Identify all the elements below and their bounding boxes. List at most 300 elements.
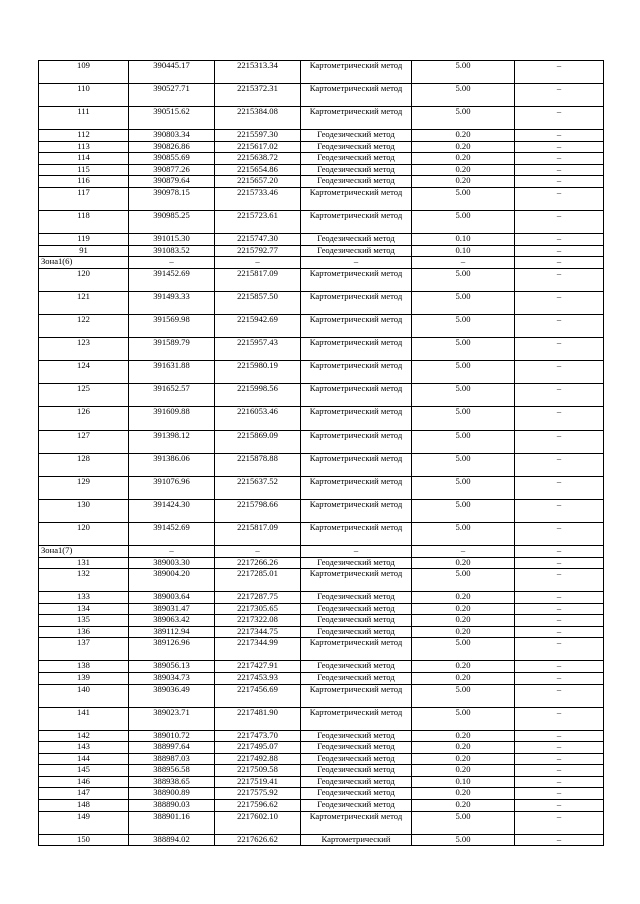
description-cell: – [515, 430, 604, 453]
precision-cell: 0.20 [412, 800, 515, 812]
table-row [39, 800, 604, 812]
x-coordinate-cell: 390445.17 [129, 61, 215, 84]
x-coordinate-cell: 391015.30 [129, 234, 215, 246]
point-number-cell: 123 [39, 338, 129, 361]
description-cell: – [515, 476, 604, 499]
y-coordinate-cell: 2215980.19 [215, 361, 301, 384]
method-cell: Картометрический метод [301, 338, 412, 361]
x-coordinate-cell: 391569.98 [129, 315, 215, 338]
x-coordinate-cell: 390978.15 [129, 188, 215, 211]
description-cell: – [515, 742, 604, 754]
method-cell: Картометрический метод [301, 407, 412, 430]
table-row [39, 268, 604, 291]
precision-cell: 0.20 [412, 730, 515, 742]
method-cell: Картометрический [301, 834, 412, 846]
y-coordinate-cell: 2217285.01 [215, 569, 301, 592]
method-cell: Геодезический метод [301, 557, 412, 569]
point-number-cell: 118 [39, 211, 129, 234]
description-cell: – [515, 257, 604, 269]
point-number-cell: 132 [39, 569, 129, 592]
point-number-cell: 136 [39, 626, 129, 638]
description-cell: – [515, 557, 604, 569]
method-cell: Геодезический метод [301, 626, 412, 638]
description-cell: – [515, 684, 604, 707]
y-coordinate-cell: – [215, 545, 301, 557]
y-coordinate-cell: 2217305.65 [215, 603, 301, 615]
y-coordinate-cell: 2215857.50 [215, 291, 301, 314]
method-cell: – [301, 545, 412, 557]
x-coordinate-cell: 388956.58 [129, 765, 215, 777]
x-coordinate-cell: 390855.69 [129, 153, 215, 165]
description-cell: – [515, 176, 604, 188]
x-coordinate-cell: 391386.06 [129, 453, 215, 476]
table-row [39, 130, 604, 142]
point-number-cell: 116 [39, 176, 129, 188]
table-row [39, 384, 604, 407]
point-number-cell: Зона1(6) [39, 257, 129, 269]
zone-row [39, 545, 604, 557]
point-number-cell: 143 [39, 742, 129, 754]
point-number-cell: 120 [39, 268, 129, 291]
method-cell: Картометрический метод [301, 384, 412, 407]
precision-cell: 5.00 [412, 638, 515, 661]
precision-cell: 0.20 [412, 603, 515, 615]
table-row [39, 776, 604, 788]
method-cell: Геодезический метод [301, 176, 412, 188]
table-row [39, 315, 604, 338]
point-number-cell: 125 [39, 384, 129, 407]
table-row [39, 765, 604, 777]
point-number-cell: 126 [39, 407, 129, 430]
precision-cell: – [412, 257, 515, 269]
y-coordinate-cell: 2217481.90 [215, 707, 301, 730]
table-row [39, 188, 604, 211]
precision-cell: 0.20 [412, 672, 515, 684]
y-coordinate-cell: 2217519.41 [215, 776, 301, 788]
method-cell: Картометрический метод [301, 811, 412, 834]
table-row [39, 626, 604, 638]
description-cell: – [515, 188, 604, 211]
y-coordinate-cell: 2215654.86 [215, 164, 301, 176]
method-cell: Картометрический метод [301, 211, 412, 234]
table-row [39, 638, 604, 661]
table-row [39, 164, 604, 176]
description-cell: – [515, 672, 604, 684]
method-cell: Геодезический метод [301, 130, 412, 142]
method-cell: Геодезический метод [301, 234, 412, 246]
x-coordinate-cell: – [129, 257, 215, 269]
y-coordinate-cell: 2217287.75 [215, 592, 301, 604]
point-number-cell: Зона1(7) [39, 545, 129, 557]
precision-cell: 5.00 [412, 569, 515, 592]
table-row [39, 453, 604, 476]
description-cell: – [515, 753, 604, 765]
description-cell: – [515, 141, 604, 153]
x-coordinate-cell: 391424.30 [129, 499, 215, 522]
precision-cell: 0.20 [412, 153, 515, 165]
y-coordinate-cell: 2217626.62 [215, 834, 301, 846]
description-cell: – [515, 84, 604, 107]
description-cell: – [515, 384, 604, 407]
method-cell: Геодезический метод [301, 672, 412, 684]
precision-cell: 5.00 [412, 407, 515, 430]
method-cell: Картометрический метод [301, 707, 412, 730]
method-cell: Геодезический метод [301, 742, 412, 754]
point-number-cell: 110 [39, 84, 129, 107]
x-coordinate-cell: 390877.26 [129, 164, 215, 176]
table-row [39, 476, 604, 499]
point-number-cell: 122 [39, 315, 129, 338]
precision-cell: 5.00 [412, 188, 515, 211]
precision-cell: 0.20 [412, 141, 515, 153]
description-cell: – [515, 234, 604, 246]
table-row [39, 499, 604, 522]
point-number-cell: 148 [39, 800, 129, 812]
description-cell: – [515, 776, 604, 788]
precision-cell: 0.20 [412, 765, 515, 777]
x-coordinate-cell: 391631.88 [129, 361, 215, 384]
x-coordinate-cell: 391083.52 [129, 245, 215, 257]
x-coordinate-cell: 391452.69 [129, 268, 215, 291]
description-cell: – [515, 245, 604, 257]
table-row [39, 730, 604, 742]
x-coordinate-cell: 391609.88 [129, 407, 215, 430]
point-number-cell: 149 [39, 811, 129, 834]
point-number-cell: 145 [39, 765, 129, 777]
description-cell: – [515, 569, 604, 592]
x-coordinate-cell: 388938.65 [129, 776, 215, 788]
point-number-cell: 128 [39, 453, 129, 476]
y-coordinate-cell: 2215384.08 [215, 107, 301, 130]
table-row [39, 361, 604, 384]
y-coordinate-cell: 2217344.99 [215, 638, 301, 661]
description-cell: – [515, 638, 604, 661]
y-coordinate-cell: 2215638.72 [215, 153, 301, 165]
x-coordinate-cell: 391452.69 [129, 522, 215, 545]
point-number-cell: 144 [39, 753, 129, 765]
x-coordinate-cell: 389034.73 [129, 672, 215, 684]
point-number-cell: 150 [39, 834, 129, 846]
table-row [39, 569, 604, 592]
table-row [39, 811, 604, 834]
y-coordinate-cell: 2217495.07 [215, 742, 301, 754]
method-cell: Геодезический метод [301, 603, 412, 615]
precision-cell: 5.00 [412, 453, 515, 476]
method-cell: Картометрический метод [301, 291, 412, 314]
point-number-cell: 112 [39, 130, 129, 142]
method-cell: Картометрический метод [301, 684, 412, 707]
table-row [39, 684, 604, 707]
y-coordinate-cell: 2215657.20 [215, 176, 301, 188]
description-cell: – [515, 164, 604, 176]
point-number-cell: 139 [39, 672, 129, 684]
method-cell: Картометрический метод [301, 499, 412, 522]
method-cell: Картометрический метод [301, 569, 412, 592]
y-coordinate-cell: 2215942.69 [215, 315, 301, 338]
precision-cell: 5.00 [412, 107, 515, 130]
table-body [39, 61, 604, 846]
precision-cell: 5.00 [412, 499, 515, 522]
method-cell: Картометрический метод [301, 315, 412, 338]
description-cell: – [515, 407, 604, 430]
method-cell: Геодезический метод [301, 753, 412, 765]
method-cell: – [301, 257, 412, 269]
x-coordinate-cell: 389003.30 [129, 557, 215, 569]
point-number-cell: 137 [39, 638, 129, 661]
y-coordinate-cell: 2217322.08 [215, 615, 301, 627]
x-coordinate-cell: 388890.03 [129, 800, 215, 812]
table-row [39, 742, 604, 754]
y-coordinate-cell: 2215597.30 [215, 130, 301, 142]
precision-cell: 5.00 [412, 430, 515, 453]
description-cell: – [515, 800, 604, 812]
method-cell: Картометрический метод [301, 638, 412, 661]
method-cell: Геодезический метод [301, 141, 412, 153]
precision-cell: 0.20 [412, 742, 515, 754]
y-coordinate-cell: 2215817.09 [215, 268, 301, 291]
table-row [39, 753, 604, 765]
description-cell: – [515, 707, 604, 730]
y-coordinate-cell: 2217456.69 [215, 684, 301, 707]
y-coordinate-cell: 2215637.52 [215, 476, 301, 499]
table-row [39, 141, 604, 153]
point-number-cell: 127 [39, 430, 129, 453]
x-coordinate-cell: 391589.79 [129, 338, 215, 361]
table-row [39, 338, 604, 361]
y-coordinate-cell: 2217344.75 [215, 626, 301, 638]
x-coordinate-cell: 388894.02 [129, 834, 215, 846]
y-coordinate-cell: 2217427.91 [215, 661, 301, 673]
precision-cell: 0.20 [412, 788, 515, 800]
precision-cell: 5.00 [412, 811, 515, 834]
y-coordinate-cell: 2215792.77 [215, 245, 301, 257]
table-row [39, 84, 604, 107]
point-number-cell: 129 [39, 476, 129, 499]
point-number-cell: 114 [39, 153, 129, 165]
precision-cell: 0.20 [412, 615, 515, 627]
table-row [39, 430, 604, 453]
x-coordinate-cell: 389056.13 [129, 661, 215, 673]
y-coordinate-cell: 2215998.56 [215, 384, 301, 407]
y-coordinate-cell: 2215372.31 [215, 84, 301, 107]
description-cell: – [515, 661, 604, 673]
x-coordinate-cell: 388901.16 [129, 811, 215, 834]
point-number-cell: 91 [39, 245, 129, 257]
y-coordinate-cell: 2217509.58 [215, 765, 301, 777]
x-coordinate-cell: 390803.34 [129, 130, 215, 142]
x-coordinate-cell: 390527.71 [129, 84, 215, 107]
y-coordinate-cell: 2215878.88 [215, 453, 301, 476]
description-cell: – [515, 788, 604, 800]
x-coordinate-cell: 389004.20 [129, 569, 215, 592]
y-coordinate-cell: 2215723.61 [215, 211, 301, 234]
method-cell: Геодезический метод [301, 615, 412, 627]
table-row [39, 61, 604, 84]
precision-cell: 5.00 [412, 338, 515, 361]
x-coordinate-cell: 388997.64 [129, 742, 215, 754]
y-coordinate-cell: 2217266.26 [215, 557, 301, 569]
method-cell: Картометрический метод [301, 84, 412, 107]
precision-cell: 5.00 [412, 361, 515, 384]
table-row [39, 291, 604, 314]
method-cell: Картометрический метод [301, 61, 412, 84]
point-number-cell: 113 [39, 141, 129, 153]
table-row [39, 176, 604, 188]
y-coordinate-cell: 2215817.09 [215, 522, 301, 545]
description-cell: – [515, 834, 604, 846]
description-cell: – [515, 130, 604, 142]
precision-cell: 0.20 [412, 592, 515, 604]
method-cell: Картометрический метод [301, 188, 412, 211]
table-row [39, 107, 604, 130]
precision-cell: 5.00 [412, 707, 515, 730]
method-cell: Картометрический метод [301, 476, 412, 499]
x-coordinate-cell: 389112.94 [129, 626, 215, 638]
coordinates-table [38, 60, 604, 846]
point-number-cell: 117 [39, 188, 129, 211]
point-number-cell: 138 [39, 661, 129, 673]
method-cell: Геодезический метод [301, 776, 412, 788]
point-number-cell: 141 [39, 707, 129, 730]
method-cell: Картометрический метод [301, 522, 412, 545]
method-cell: Геодезический метод [301, 765, 412, 777]
method-cell: Картометрический метод [301, 361, 412, 384]
x-coordinate-cell: 389036.49 [129, 684, 215, 707]
y-coordinate-cell: 2217473.70 [215, 730, 301, 742]
method-cell: Картометрический метод [301, 430, 412, 453]
table-row [39, 661, 604, 673]
precision-cell: 5.00 [412, 476, 515, 499]
y-coordinate-cell: 2215957.43 [215, 338, 301, 361]
description-cell: – [515, 338, 604, 361]
x-coordinate-cell: 389063.42 [129, 615, 215, 627]
description-cell: – [515, 107, 604, 130]
precision-cell: 0.10 [412, 776, 515, 788]
x-coordinate-cell: 388900.89 [129, 788, 215, 800]
description-cell: – [515, 211, 604, 234]
method-cell: Геодезический метод [301, 164, 412, 176]
description-cell: – [515, 592, 604, 604]
description-cell: – [515, 811, 604, 834]
y-coordinate-cell: 2217453.93 [215, 672, 301, 684]
table-row [39, 211, 604, 234]
point-number-cell: 120 [39, 522, 129, 545]
description-cell: – [515, 268, 604, 291]
y-coordinate-cell: 2215798.66 [215, 499, 301, 522]
precision-cell: 0.20 [412, 130, 515, 142]
description-cell: – [515, 61, 604, 84]
table-row [39, 245, 604, 257]
x-coordinate-cell: 389126.96 [129, 638, 215, 661]
method-cell: Геодезический метод [301, 661, 412, 673]
y-coordinate-cell: 2217602.10 [215, 811, 301, 834]
point-number-cell: 130 [39, 499, 129, 522]
method-cell: Картометрический метод [301, 268, 412, 291]
y-coordinate-cell: – [215, 257, 301, 269]
y-coordinate-cell: 2217575.92 [215, 788, 301, 800]
y-coordinate-cell: 2217492.88 [215, 753, 301, 765]
x-coordinate-cell: 389003.64 [129, 592, 215, 604]
y-coordinate-cell: 2215733.46 [215, 188, 301, 211]
precision-cell: 5.00 [412, 268, 515, 291]
method-cell: Геодезический метод [301, 153, 412, 165]
table-row [39, 522, 604, 545]
description-cell: – [515, 522, 604, 545]
description-cell: – [515, 153, 604, 165]
table-row [39, 592, 604, 604]
method-cell: Геодезический метод [301, 788, 412, 800]
description-cell: – [515, 361, 604, 384]
description-cell: – [515, 453, 604, 476]
precision-cell: 0.20 [412, 557, 515, 569]
description-cell: – [515, 545, 604, 557]
y-coordinate-cell: 2215617.02 [215, 141, 301, 153]
method-cell: Геодезический метод [301, 245, 412, 257]
method-cell: Картометрический метод [301, 107, 412, 130]
precision-cell: 0.20 [412, 661, 515, 673]
x-coordinate-cell: 391493.33 [129, 291, 215, 314]
table-row [39, 407, 604, 430]
table-row [39, 834, 604, 846]
point-number-cell: 135 [39, 615, 129, 627]
description-cell: – [515, 615, 604, 627]
precision-cell: 0.20 [412, 176, 515, 188]
table-row [39, 603, 604, 615]
y-coordinate-cell: 2215747.30 [215, 234, 301, 246]
description-cell: – [515, 603, 604, 615]
precision-cell: 5.00 [412, 522, 515, 545]
description-cell: – [515, 765, 604, 777]
precision-cell: 5.00 [412, 84, 515, 107]
table-row [39, 153, 604, 165]
description-cell: – [515, 315, 604, 338]
table-row [39, 707, 604, 730]
precision-cell: 0.20 [412, 753, 515, 765]
table-row [39, 557, 604, 569]
description-cell: – [515, 499, 604, 522]
x-coordinate-cell: 390515.62 [129, 107, 215, 130]
zone-row [39, 257, 604, 269]
method-cell: Геодезический метод [301, 800, 412, 812]
method-cell: Геодезический метод [301, 730, 412, 742]
table-row [39, 234, 604, 246]
x-coordinate-cell: 389031.47 [129, 603, 215, 615]
x-coordinate-cell: 391398.12 [129, 430, 215, 453]
x-coordinate-cell: 391652.57 [129, 384, 215, 407]
description-cell: – [515, 291, 604, 314]
point-number-cell: 134 [39, 603, 129, 615]
precision-cell: 0.20 [412, 626, 515, 638]
y-coordinate-cell: 2217596.62 [215, 800, 301, 812]
point-number-cell: 111 [39, 107, 129, 130]
description-cell: – [515, 730, 604, 742]
precision-cell: 5.00 [412, 291, 515, 314]
precision-cell: 0.10 [412, 234, 515, 246]
point-number-cell: 147 [39, 788, 129, 800]
point-number-cell: 142 [39, 730, 129, 742]
x-coordinate-cell: 390826.86 [129, 141, 215, 153]
precision-cell: 5.00 [412, 384, 515, 407]
x-coordinate-cell: 391076.96 [129, 476, 215, 499]
point-number-cell: 131 [39, 557, 129, 569]
point-number-cell: 133 [39, 592, 129, 604]
point-number-cell: 109 [39, 61, 129, 84]
point-number-cell: 140 [39, 684, 129, 707]
x-coordinate-cell: – [129, 545, 215, 557]
point-number-cell: 115 [39, 164, 129, 176]
precision-cell: 5.00 [412, 684, 515, 707]
table-row [39, 672, 604, 684]
